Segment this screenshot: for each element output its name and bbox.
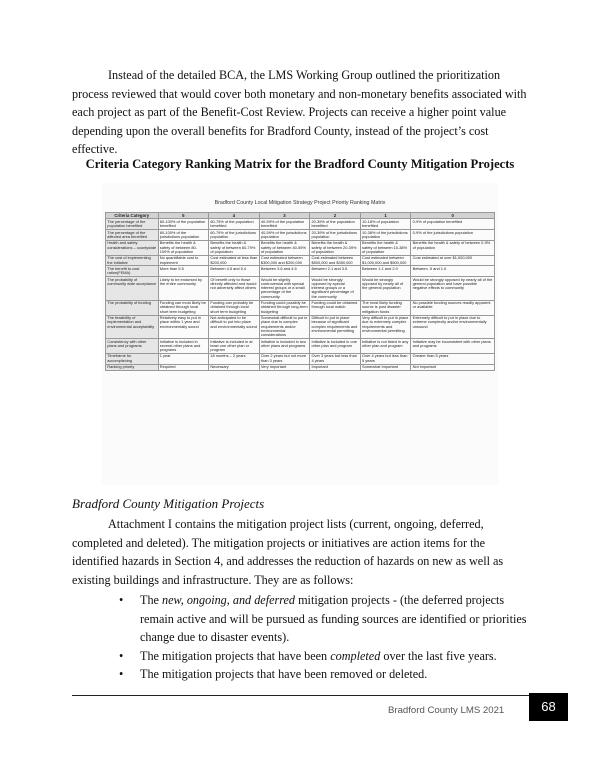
table-cell: Would be slightly controversial with special interest groups or a small percentage of the community <box>259 277 310 300</box>
table-cell: Between 4.5 and 5.4 <box>209 266 260 277</box>
criteria-category-cell: The feasibility of implementation and environmental acceptability <box>106 315 159 338</box>
matrix-title: Bradford County Local Mitigation Strategy Project Priority Ranking Matrix <box>214 200 386 206</box>
table-cell: Required <box>158 364 209 370</box>
footer-text: Bradford County LMS 2021 <box>388 705 505 716</box>
table-cell: Benefits the health & safety of between 10-38% of population <box>360 240 411 255</box>
table-cell: Benefits the health & safety of between 40-59% of population <box>259 240 310 255</box>
table-cell: Benefits the health & safety of between 60-79% of population <box>209 240 260 255</box>
table-cell: Likely to be endorsed by the entire community <box>158 277 209 300</box>
table-cell: 18 months – 2 years <box>209 353 260 364</box>
table-cell: Difficult to put in place because of significant complex requirements and environmental permitting <box>310 315 361 338</box>
table-cell: Important <box>310 364 361 370</box>
table-cell: 80-100% of the population benefited <box>158 219 209 230</box>
attachment-paragraph-text: Attachment I contains the mitigation project lists (current, ongoing, deferred, completed and deleted). The mitigation projects or initiatives are action items for the identified hazards in Section 4, and addresses the reduction of hazards on new as well as existing buildings and infrastructure. They are as follows: <box>72 517 504 587</box>
table-cell: Benefits the health & safety of between 20-39% of population <box>310 240 361 255</box>
criteria-category-cell: The probability of funding <box>106 300 159 315</box>
table-cell: 60-79% of the population benefited <box>209 219 260 230</box>
table-cell: Cost estimated at over $1,000,000 <box>411 255 495 266</box>
matrix-header-cell: Criteria Category <box>106 213 159 219</box>
list-item-emphasis: completed <box>330 648 381 663</box>
table-cell: 0-9% of the jurisdictions population <box>411 230 495 241</box>
table-cell: Necessary <box>209 364 260 370</box>
table-cell: Between .5 and 1.0 <box>411 266 495 277</box>
footer-divider <box>72 695 530 696</box>
table-cell: 60-79% of the jurisdictions population <box>209 230 260 241</box>
list-item <box>119 591 530 647</box>
bullet-icon: • <box>119 648 124 663</box>
table-cell: Over 3 years but less than 4 years <box>310 353 361 364</box>
table-cell: Cost estimated between $300,000 and $200,000 <box>259 255 310 266</box>
table-row <box>106 300 495 315</box>
table-cell: Funding can most likely be obtained through local short term budgeting <box>158 300 209 315</box>
table-cell: Would be strongly opposed by nearly all of the general population and have possible negative effects to community <box>411 277 495 300</box>
matrix-header-cell: 4 <box>209 213 260 219</box>
table-cell: Initiative is included in one other plan and program <box>310 338 361 353</box>
matrix-header-cell: 1 <box>360 213 411 219</box>
table-cell: Over 4 years but less than 5 years <box>360 353 411 364</box>
section-heading: Bradford County Mitigation Projects <box>72 496 265 511</box>
table-cell: Would be strongly opposed by special interest groups or a significant percentage of the community <box>310 277 361 300</box>
table-cell: Not anticipated to be difficult to put into place and environmentally sound <box>209 315 260 338</box>
criteria-category-cell: The cost of implementing the initiative <box>106 255 159 266</box>
criteria-category-cell: Consistency with other plans and programs <box>106 338 159 353</box>
table-cell: Extremely difficult to put in place due to extreme complexity and/or environmentally unsound <box>411 315 495 338</box>
table-cell: Initiative may be inconsistent with other plans and programs <box>411 338 495 353</box>
table-cell: Between 1.1 and 2.0 <box>360 266 411 277</box>
table-cell: Very difficult to put in place due to extremely complex requirements and environmental permitting <box>360 315 411 338</box>
table-cell: Benefits the health & safety of between 80-100% of population <box>158 240 209 255</box>
table-cell: More than 5.5 <box>158 266 209 277</box>
table-row <box>106 255 495 266</box>
table-cell: Initiative is included in two other plans and programs <box>259 338 310 353</box>
table-row <box>106 315 495 338</box>
table-cell: No quantifiable cost to implement <box>158 255 209 266</box>
table-row <box>106 277 495 300</box>
matrix-header-cell: 0 <box>411 213 495 219</box>
table-cell: Funding could be obtained through local match <box>310 300 361 315</box>
table-cell: Would be strongly opposed by nearly all of the general population <box>360 277 411 300</box>
table-cell: 20-39% of the jurisdictions population <box>310 230 361 241</box>
list-item-text: The mitigation projects that have been <box>140 648 331 663</box>
matrix-header-cell: 3 <box>259 213 310 219</box>
criteria-category-cell: The probability of community wide acceptance <box>106 277 159 300</box>
table-cell: Benefits the health & safety of between 0-9% of population <box>411 240 495 255</box>
table-row <box>106 338 495 353</box>
table-cell: Initiative is not listed in any other plan and program <box>360 338 411 353</box>
table-row <box>106 240 495 255</box>
list-item <box>119 647 530 666</box>
table-cell: Of benefit only to those directly affected and would not adversely affect others <box>209 277 260 300</box>
table-cell: 10-38% of the jurisdictions population <box>360 230 411 241</box>
matrix-header-cell: 5 <box>158 213 209 219</box>
table-cell: Funding can probably be obtained through local short term budgeting <box>209 300 260 315</box>
table-cell: 80-100% of the jurisdictions population <box>158 230 209 241</box>
table-cell: The most likely funding source is post disaster mitigation funds <box>360 300 411 315</box>
table-cell: Between 3.6 and 4.5 <box>259 266 310 277</box>
intro-paragraph <box>72 66 532 159</box>
criteria-category-cell: The percentage of the population benefited <box>106 219 159 230</box>
list-item-text: The <box>140 593 162 607</box>
table-row <box>106 230 495 241</box>
list-item-text: mitigation projects - (the deferred projects remain active and will be pursued as funding sources are identified or priorities change due to disaster events). <box>140 593 527 645</box>
bullet-icon: • <box>119 667 124 682</box>
table-cell: Funding could possibly be obtained through long-term budgeting <box>259 300 310 315</box>
table-cell: Over 2 years but not more than 3 years <box>259 353 310 364</box>
table-cell: Cost estimated at less than $200,000 <box>210 255 258 265</box>
list-item <box>119 665 530 684</box>
figure-caption: Criteria Category Ranking Matrix for the Bradford County Mitigation Projects <box>85 157 515 171</box>
criteria-category-cell: The percentage of the affected area benefited <box>106 230 159 241</box>
page-number: 68 <box>529 693 568 721</box>
table-cell: 20-39% of the population benefited <box>310 219 361 230</box>
table-cell: Initiative is included in several other plans and programs <box>158 338 209 353</box>
table-cell: Relatively easy to put in place within 1 year and environmentally sound <box>158 315 209 338</box>
matrix-header-cell: 2 <box>310 213 361 219</box>
table-cell: Greater than 5 years <box>411 353 495 364</box>
criteria-category-cell: Ranking priority <box>106 364 159 370</box>
table-cell: Somewhat Important <box>360 364 411 370</box>
table-cell: Not important <box>411 364 495 370</box>
table-cell: 0-9% of population benefited <box>411 219 495 230</box>
table-cell: No possible funding sources readily apparent or available <box>411 300 495 315</box>
intro-paragraph-text: Instead of the detailed BCA, the LMS Working Group outlined the prioritization process reviewed that would cover both monetary and non-monetary benefits associated with each project as part of the Benefit-Cost Review. Projects can receive a higher point value depending upon the overall benefits for Bradford County, instead of the project’s cost effective. <box>72 68 527 157</box>
list-item-text: over the last five years. <box>380 648 497 663</box>
list-item-emphasis: new, ongoing, and deferred <box>162 593 296 607</box>
criteria-category-cell: Health and safety considerations – countywide <box>106 240 159 255</box>
table-cell: Initiative is included in at least one other plan or program <box>209 338 260 353</box>
table-cell: 40-59% of the population benefited <box>259 219 310 230</box>
attachment-paragraph <box>72 515 532 589</box>
table-cell: 10-18% of population benefited <box>360 219 411 230</box>
table-row <box>106 364 495 370</box>
table-cell: Cost estimated between $500,000 and $350,000 <box>310 255 361 266</box>
table-cell: 1 year <box>158 353 209 364</box>
table-cell: Very Important <box>259 364 310 370</box>
table-cell: Cost estimated between $1,000,000 and $500,000 <box>360 255 411 266</box>
table-row <box>106 353 495 364</box>
table-row <box>106 266 495 277</box>
table-cell: 40-59% of the jurisdictions population <box>259 230 310 241</box>
table-cell: Somewhat difficult to put in place due to complex requirements and/or environmental considerations <box>259 315 310 338</box>
list-item-text: The mitigation projects that have been removed or deleted. <box>140 667 428 682</box>
criteria-category-cell: Timeframe for accomplishing <box>106 353 159 364</box>
project-types-list <box>119 591 530 684</box>
table-row <box>106 219 495 230</box>
criteria-category-cell: The benefit to cost ration(FEMA) <box>106 266 159 277</box>
ranking-matrix-table <box>105 212 495 371</box>
bullet-icon: • <box>119 593 124 607</box>
matrix-body <box>106 219 495 371</box>
table-cell: Between 2.1 and 3.5 <box>310 266 361 277</box>
